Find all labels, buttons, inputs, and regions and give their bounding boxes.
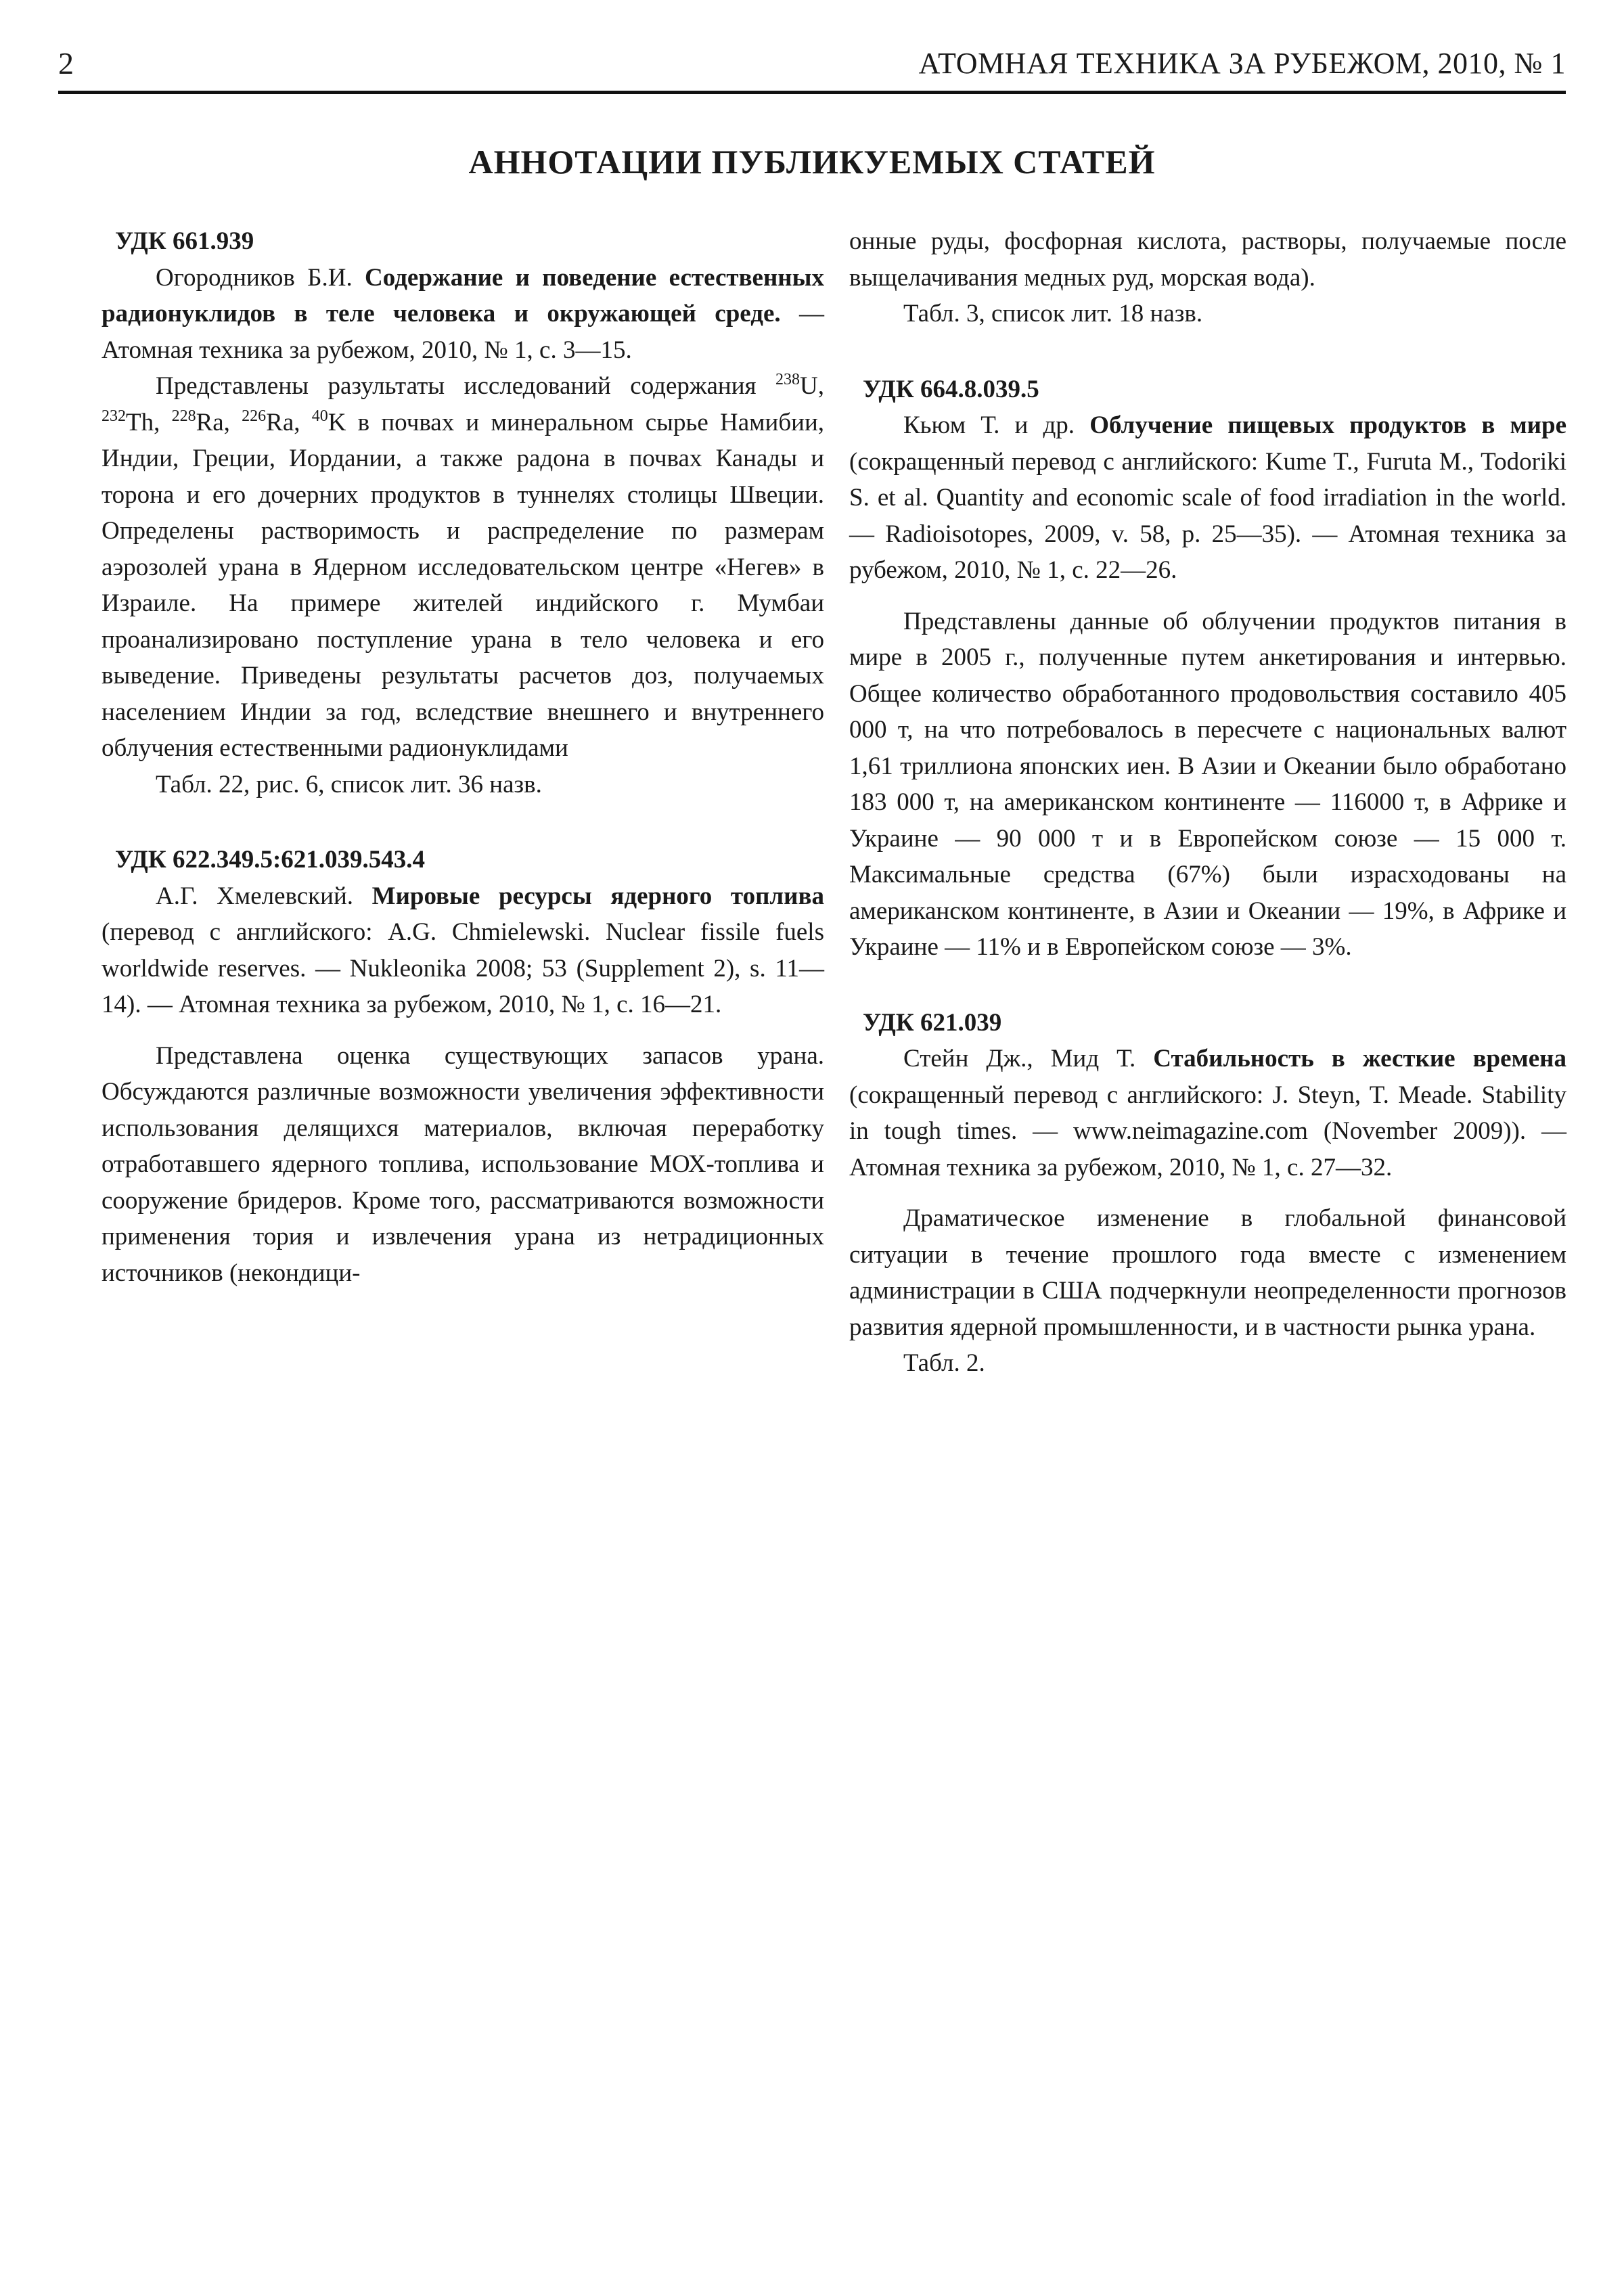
citation (102, 878, 824, 1023)
citation (849, 1041, 1566, 1185)
udk-code: УДК 621.039 (863, 1008, 1002, 1037)
abstract: Представлены разультаты исследований содержания $^{238}$U, $^{232}$Th, $^{228}$Ra, $^{226}$Ra, $^{40}$K в почвах и минеральном сырье Намибии, Индии, Греции, Иордании, а также радона в почвах Канады и торона и его дочерних продуктов в туннелях столицы Швеции. Определены растворимость и распределение по размерам аэрозолей урана в Ядерном исследовательском центре «Негев» в Израиле. На примере жителей индийского г. Мумбаи проанализировано поступление урана в тело человека и его выведение. Приведены результаты расчетов доз, получаемых населением Индии за год, вследствие внешнего и внутреннего облучения естественными радионуклидами (102, 371, 825, 762)
article-title: Мировые ресурсы ядерного топлива (371, 882, 824, 910)
annotation-3 (849, 371, 1566, 966)
journal-title: АТОМНАЯ ТЕХНИКА ЗА РУБЕЖОМ, 2010, № 1 (918, 47, 1566, 80)
annotation-1 (102, 223, 824, 803)
references-count: Табл. 3, список лит. 18 назв. (903, 300, 1203, 328)
udk-code: УДК 661.939 (115, 227, 254, 255)
source: (сокращенный перевод с английского: Kume T., Furuta M., Todoriki S. et al. Quantity and economic scale of food irradiation in the world. — Radioisotopes, 2009, v. 58, p. 25—35). — Атомная техника за рубежом, 2010, № 1, с. 22—26. (849, 447, 1566, 584)
article-title: Содержание и поведение естественных радионуклидов в теле человека и окружающей среде. (102, 263, 825, 328)
right-column (849, 223, 1566, 1382)
author: Стейн Дж., Мид Т. (903, 1045, 1154, 1072)
abstract: Драматическое изменение в глобальной финансовой ситуации в течение прошлого года вместе с изменением администрации в США подчеркнули неопределенности прогнозов развития ядерной промышленности, и в частности рынка урана. (849, 1204, 1566, 1341)
abstract: Представлены данные об облучении продуктов питания в мире в 2005 г., полученные путем анкетирования и интервью. Общее количество обработанного продовольствия составило 405 000 т, на что потребовалось в пересчете с национальных валют 1,61 триллиона японских иен. В Азии и Океании было обработано 183 000 т, на американском континенте — 116000 т, в Африке и Украине — 90 000 т и в Европейском союзе — 15 000 т. Максимальные средства (67%) были израсходованы на американском континенте, в Азии и Океании — 19%, в Африке и Украине — 11% и в Европейском союзе — 3%. (849, 607, 1566, 961)
article-title: Облучение пищевых продуктов в мире (1089, 411, 1566, 439)
abstract: Представлена оценка существующих запасов урана. Обсуждаются различные возможности увеличения эффективности использования делящихся материалов, включая переработку отработавшего ядерного топлива, использование МОХ-топлива и сооружение бридеров. Кроме того, рассматриваются возможности применения тория и извлечения урана из нетрадиционных источников (некондици- (102, 1041, 824, 1287)
udk-code: УДК 622.349.5:621.039.543.4 (115, 846, 426, 874)
left-column (102, 223, 824, 1291)
annotation-4 (849, 1005, 1566, 1382)
references-count: Табл. 22, рис. 6, список лит. 36 назв. (156, 770, 542, 798)
author: А.Г. Хмелевский. (156, 882, 372, 910)
page-number: 2 (58, 46, 74, 81)
citation (102, 260, 824, 369)
references-count: Табл. 2. (903, 1349, 985, 1377)
abstract-continued: онные руды, фосфорная кислота, растворы, получаемые после выщелачивания медных руд, морская вода). (849, 227, 1566, 292)
section-title: АННОТАЦИИ ПУБЛИКУЕМЫХ СТАТЕЙ (468, 143, 1156, 181)
source: (перевод с английского: A.G. Chmielewski. Nuclear fissile fuels worldwide reserves. — Nukleonika 2008; 53 (Supplement 2), s. 11—14). — Атомная техника за рубежом, 2010, № 1, с. 16—21. (102, 918, 824, 1018)
citation (849, 407, 1566, 589)
running-header (58, 43, 1566, 94)
author: Кьюм Т. и др. (903, 411, 1090, 439)
udk-code: УДК 664.8.039.5 (863, 375, 1039, 403)
article-title: Стабильность в жесткие времена (1153, 1045, 1567, 1072)
source: (сокращенный перевод с английского: J. Steyn, T. Meade. Stability in tough times. — www.neimagazine.com (November 2009)). — Атомная техника за рубежом, 2010, № 1, с. 27—32. (849, 1081, 1566, 1181)
author: Огородников Б.И. (156, 263, 365, 292)
source: — Атомная техника за рубежом, 2010, № 1, с. 3—15. (102, 300, 825, 364)
annotation-2 (102, 842, 824, 1291)
